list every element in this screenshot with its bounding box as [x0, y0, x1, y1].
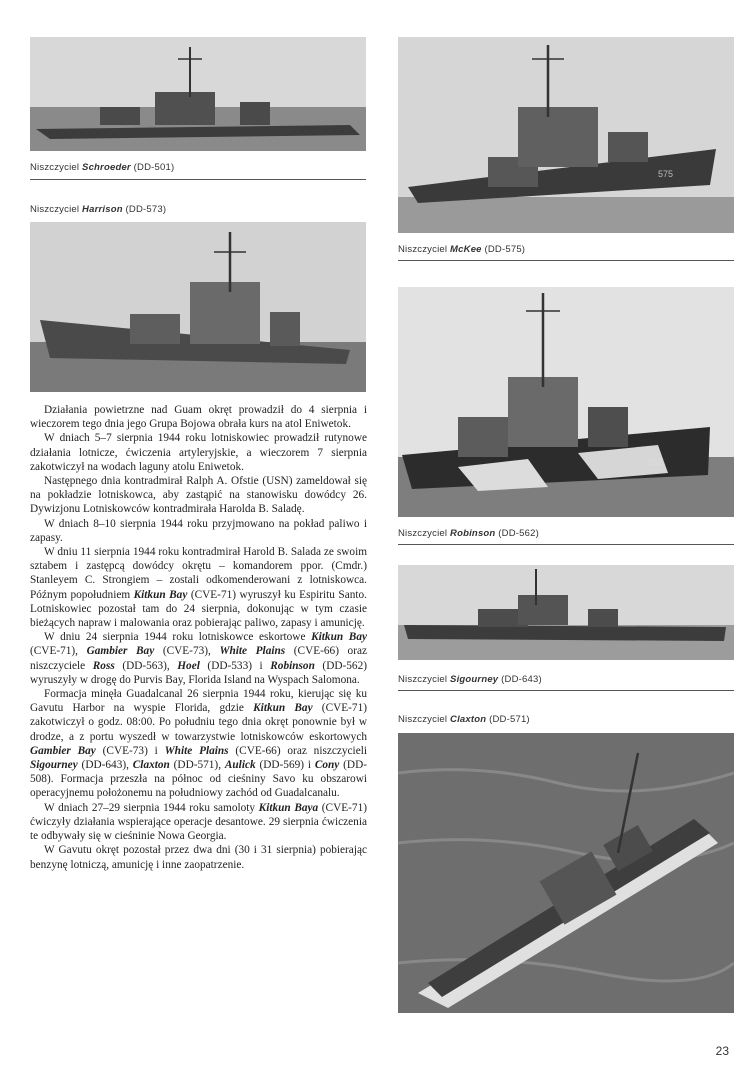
caption-schroeder: Niszczyciel Schroeder (DD-501): [30, 162, 175, 173]
caption-harrison: Niszczyciel Harrison (DD-573): [30, 204, 167, 215]
hull-number: 575: [658, 169, 674, 179]
ship-silhouette-icon: [398, 565, 734, 660]
paragraph: W Gavutu okręt pozostał przez dwa dni (30 i 31 sierpnia) pobierając benzynę lotniczą, amunicję i inne zaopatrzenie.: [30, 844, 367, 871]
paragraph: Następnego dnia kontradmirał Ralph A. Ofstie (USN) zameldował się na pokładzie lotniskowca, aby zastąpić na stanowisku dowódcy 26. Dywizjonu Lotniskowców kontradmirała Harolda B. Saladę.: [30, 475, 367, 516]
ship-silhouette-icon: [398, 287, 734, 517]
caption-rule: [398, 260, 734, 261]
caption-claxton: Niszczyciel Claxton (DD-571): [398, 714, 530, 725]
photo-robinson: [398, 287, 734, 517]
photo-schroeder: [30, 37, 366, 151]
photo-mckee: [398, 37, 734, 233]
caption-robinson: Niszczyciel Robinson (DD-562): [398, 528, 539, 539]
paragraph: W dniu 24 sierpnia 1944 roku lotniskowce eskortowe Kitkun Bay (CVE-71), Gambier Bay (CVE-73), White Plains (CVE-66) oraz niszczyciele Ross (DD-563), Hoel (DD-533) i Robinson (DD-562) wyruszyły w drogę do Purvis Bay, Florida Island na Wyspach Salomona.: [30, 631, 367, 686]
photo-claxton: [398, 733, 734, 1013]
ship-silhouette-icon: [398, 37, 734, 233]
hull-number: 562: [648, 457, 664, 467]
photo-sigourney: [398, 565, 734, 660]
article-body: [30, 403, 367, 872]
page-number: 23: [715, 1044, 729, 1058]
caption-rule: [398, 544, 734, 545]
caption-rule: [30, 179, 366, 180]
paragraph: W dniach 27–29 sierpnia 1944 roku samoloty Kitkun Baya (CVE-71) ćwiczyły działania wspierające operacje desantowe. 29 sierpnia ćwiczenia te odbywały się w cieśninie Nowa Georgia.: [30, 801, 367, 843]
caption-rule: [398, 690, 734, 691]
caption-sigourney: Niszczyciel Sigourney (DD-643): [398, 674, 542, 685]
ship-silhouette-icon: [30, 37, 366, 151]
caption-mckee: Niszczyciel McKee (DD-575): [398, 244, 526, 255]
paragraph: Formacja minęła Guadalcanal 26 sierpnia 1944 roku, kierując się ku Gavutu Harbor na wyspie Florida, gdzie Kitkun Bay (CVE-71) zakotwiczył o godz. 08:00. Po południu tego dnia okręt ponownie był w drodze, a z portu wyszedł w towarzystwie lotniskowców eskortowych Gambier Bay (CVE-73) i White Plains (CVE-66) oraz niszczycieli Sigourney (DD-643), Claxton (DD-571), Aulick (DD-569) i Cony (DD-508). Formacja przeszła na północ od cieśniny Savo ku obszarowi operacyjnemu położonemu na południowy zachód od Guadalcanalu.: [30, 688, 367, 800]
ship-silhouette-icon: [398, 733, 734, 1013]
photo-harrison: [30, 222, 366, 392]
ship-silhouette-icon: [30, 222, 366, 392]
paragraph: Działania powietrzne nad Guam okręt prowadził do 4 sierpnia i wieczorem tego dnia jego Grupa Bojowa obrała kurs na atol Eniwetok.: [30, 404, 367, 431]
paragraph: W dniu 11 sierpnia 1944 roku kontradmirał Harold B. Salada ze swoim sztabem i zastępcą dowódcy okrętu – komandorem ppor. (Cmdr.) Stanleyem C. Strongiem – zostali odkomenderowani z lotniskowca. Późnym popołudniem Kitkun Bay (CVE-71) wyruszył ku Espiritu Santo. Lotniskowiec pozostał tam do 24 sierpnia, dokonując w tym czasie bieżących napraw i malowania oraz pobierając paliwo, zapasy i amunicję.: [30, 546, 367, 630]
paragraph: W dniach 8–10 sierpnia 1944 roku przyjmowano na pokład paliwo i zapasy.: [30, 517, 367, 544]
paragraph: W dniach 5–7 sierpnia 1944 roku lotniskowiec prowadził rutynowe działania lotnicze, ćwiczenia artyleryjskie, a wieczorem 7 sierpnia zakotwiczył na wodach laguny atolu Eniwetok.: [30, 432, 367, 473]
